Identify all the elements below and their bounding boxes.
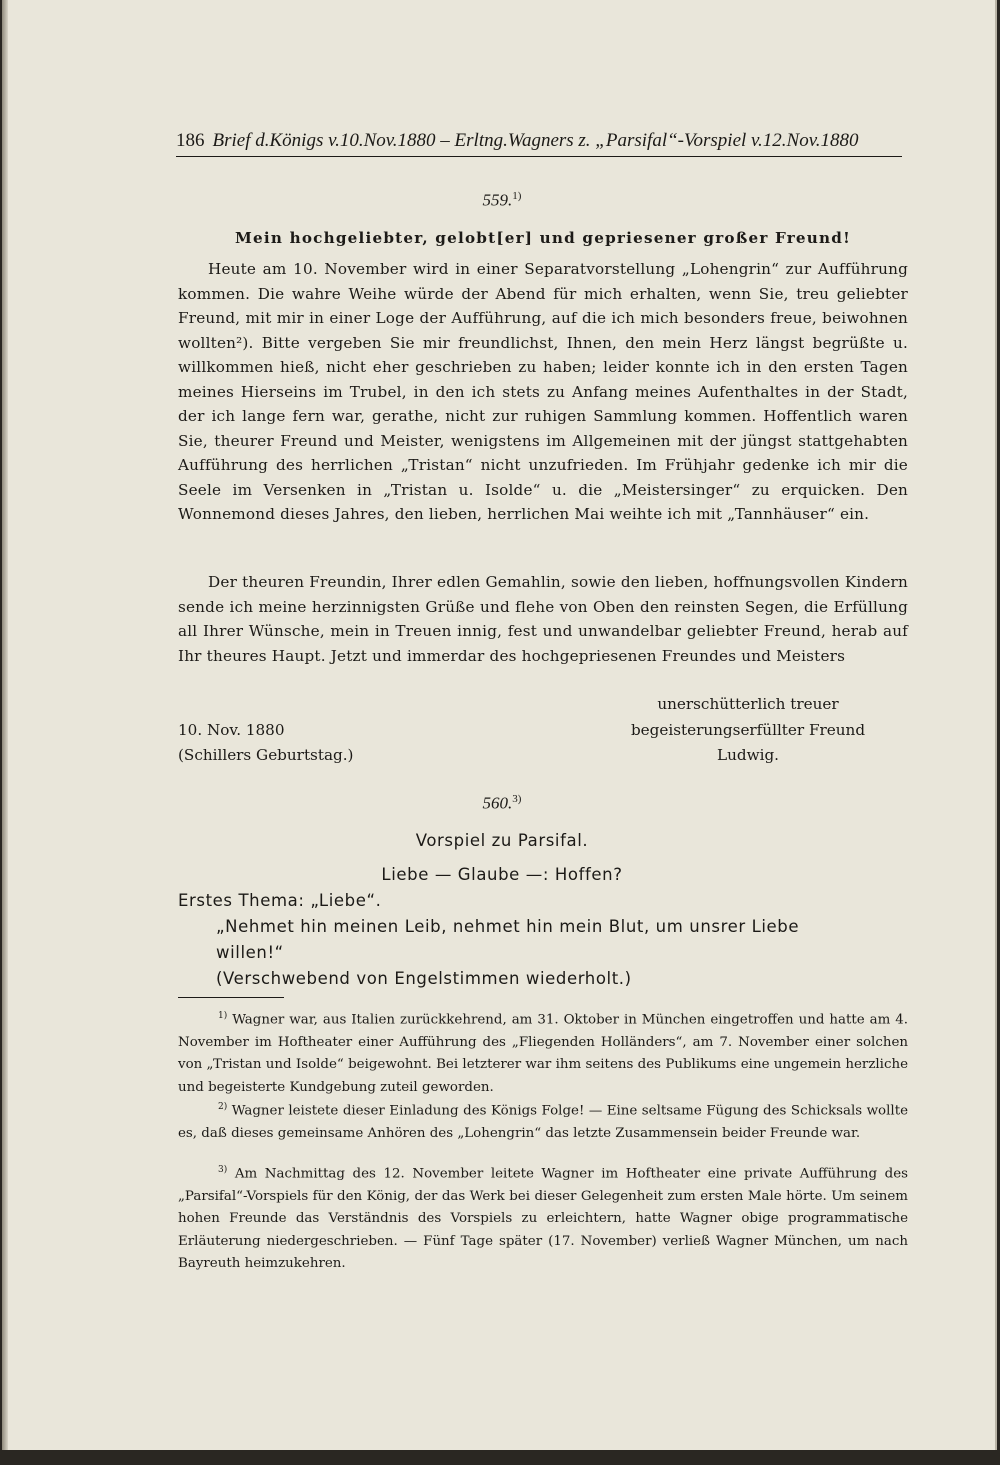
- footnote-ref: 3): [512, 793, 522, 805]
- running-header: [176, 130, 902, 157]
- letter-salutation: Mein hochgeliebter, gelobt[er] und gepriesener großer Freund!: [235, 229, 851, 247]
- footnote-2: [178, 1096, 908, 1145]
- repetition-note: (Verschwebend von Engelstimmen wiederholt.): [216, 969, 632, 988]
- quote-line-2: willen!“: [216, 943, 284, 962]
- signature: Ludwig.: [717, 746, 779, 764]
- footnote-1: [178, 1005, 908, 1099]
- footnote-text: Am Nachmittag des 12. November leitete Wagner im Hoftheater eine private Aufführung des „Parsifal“-Vorspiels für den König, der das Werk bei dieser Gelegenheit zum ersten Male hörte. Um seinem hohen Freunde das Verständnis des Vorspiels zu erleichtern, hatte Wagner obige programmatische Erläuterung niedergeschrieben. — Fünf Tage später (17. November) verließ Wagner München, um nach Bayreuth heimzukehren.: [178, 1166, 908, 1272]
- closing-line-2: begeisterungserfüllter Freund: [630, 721, 866, 739]
- theme-label: Erstes Thema: „Liebe“.: [178, 891, 382, 910]
- running-title: Brief d.Königs v.10.Nov.1880 – Erltng.Wagners z. „Parsifal“-Vorspiel v.12.Nov.1880: [212, 130, 859, 151]
- quote-line-1: „Nehmet hin meinen Leib, nehmet hin mein Blut, um unsrer Liebe: [216, 917, 800, 936]
- letter-paragraph-1: Heute am 10. November wird in einer Separatvorstellung „Lohengrin“ zur Aufführung kommen. Die wahre Weihe würde der Abend für mich erhalten, wenn Sie, treu geliebter Freund, mit mir in einer Loge der Aufführung, auf die ich mich besonders freue, beiwohnen wollten²). Bitte vergeben Sie mir freundlichst, Ihnen, den mein Herz längst begrüßte u. willkommen hieß, nicht eher geschrieben zu haben; leider konnte ich in den ersten Tagen meines Hierseins im Trubel, in den ich stets zu Anfang meines Aufenthaltes in der Stadt, der ich lange fern war, gerathe, nicht zur ruhigen Sammlung kommen. Hoffentlich waren Sie, theurer Freund und Meister, wenigstens im Allgemeinen mit der jüngst stattgehabten Aufführung des herrlichen „Tristan“ nicht unzufrieden. Im Frühjahr gedenke ich mir die Seele im Versenken in „Tristan u. Isolde“ u. die „Meistersinger“ zu erquicken. Den Wonnemond dieses Jahres, den lieben, herrlichen Mai weihte ich mit „Tannhäuser“ ein.: [178, 260, 908, 523]
- prelude-subtitle: Liebe — Glaube —: Hoffen?: [381, 865, 623, 884]
- page-gutter-shadow: [2, 0, 8, 1450]
- closing-line-1: unerschütterlich treuer: [657, 695, 839, 713]
- footnote-divider: [178, 997, 284, 998]
- footnote-3: [178, 1159, 908, 1276]
- letter-number-text: 559.: [482, 190, 513, 210]
- footnote-text: Wagner leistete dieser Einladung des Königs Folge! — Eine seltsame Fügung des Schicksals wollte es, daß dieses gemeinsame Anhören des „Lohengrin“ das letzte Zusammensein beider Freunde war.: [178, 1103, 908, 1141]
- footnote-mark: 3): [218, 1165, 228, 1175]
- letter-date-note: (Schillers Geburtstag.): [178, 746, 354, 764]
- letter-560-number: [2, 793, 1000, 814]
- prelude-title: Vorspiel zu Parsifal.: [415, 831, 589, 850]
- book-page: [2, 0, 997, 1450]
- letter-date: 10. Nov. 1880: [178, 721, 285, 739]
- footnote-mark: 1): [218, 1011, 228, 1021]
- footnote-ref: 1): [512, 190, 522, 202]
- letter-paragraph-2: Der theuren Freundin, Ihrer edlen Gemahlin, sowie den lieben, hoffnungsvollen Kindern sende ich meine herzinnigsten Grüße und flehe von Oben den reinsten Segen, die Erfüllung all Ihrer Wünsche, mein in Treuen innig, fest und unwandelbar geliebter Freund, herab auf Ihr theures Haupt. Jetzt und immerdar des hochgepriesenen Freundes und Meisters: [178, 573, 908, 665]
- page-number: 186: [176, 130, 205, 151]
- footnote-mark: 2): [218, 1102, 228, 1112]
- letter-559-number: [2, 190, 1000, 211]
- footnote-text: Wagner war, aus Italien zurückkehrend, am 31. Oktober in München eingetroffen und hatte am 4. November im Hoftheater einer Aufführung des „Fliegenden Holländers“, am 7. November einer solchen von „Tristan und Isolde“ beigewohnt. Bei letzterer war ihm seitens des Publikums eine ungemein herzliche und begeisterte Kundgebung zuteil geworden.: [178, 1012, 908, 1095]
- letter-number-text: 560.: [482, 793, 513, 813]
